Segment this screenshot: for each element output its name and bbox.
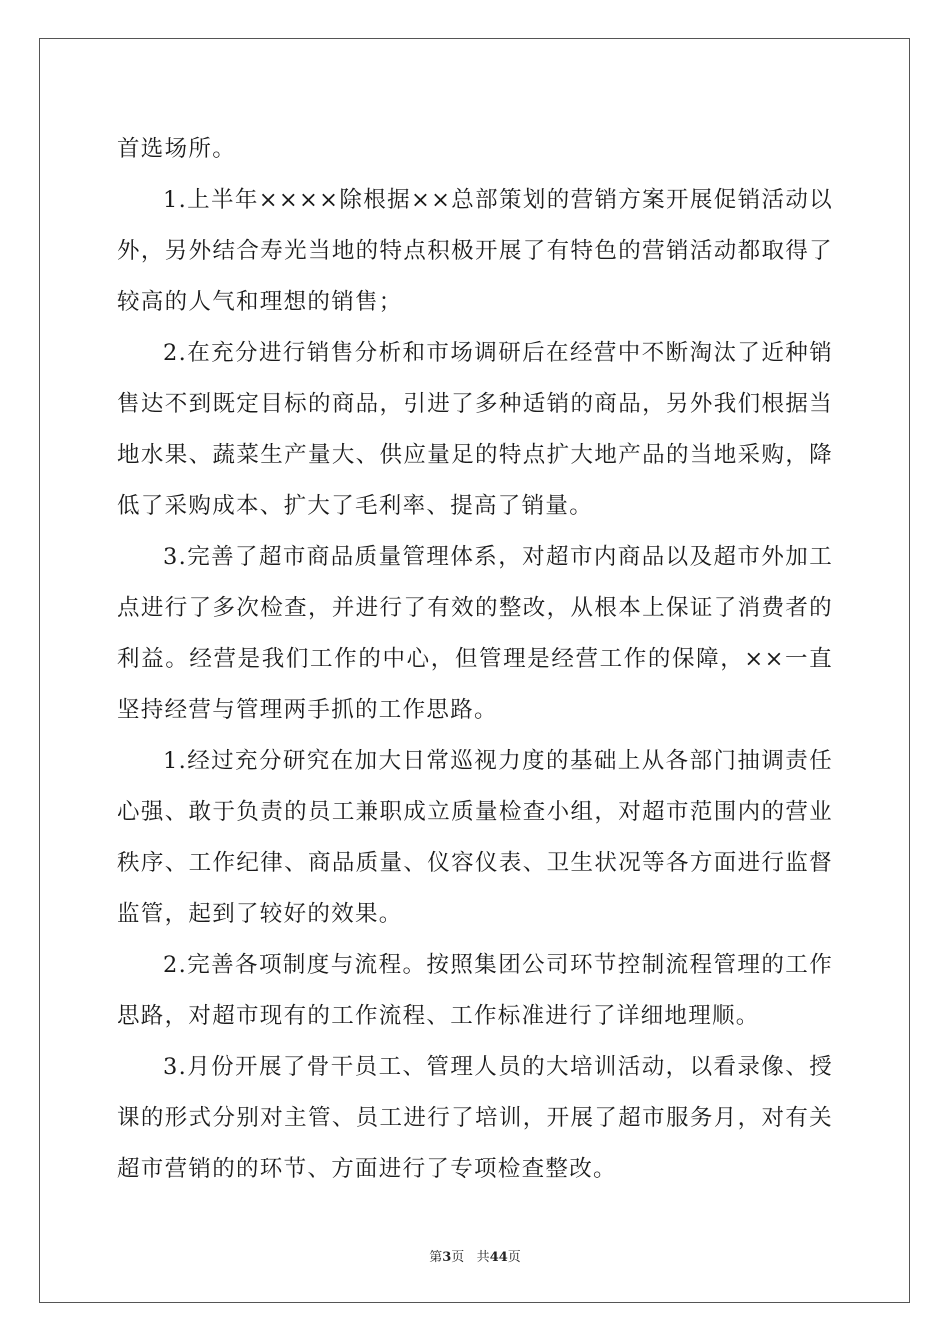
paragraph-2: 1.上半年××××除根据××总部策划的营销方案开展促销活动以外，另外结合寿光当地的特点积极开展了有特色的营销活动都取得了较高的人气和理想的销售； — [117, 187, 833, 315]
paragraph-4: 3.完善了超市商品质量管理体系，对超市内商品以及超市外加工点进行了多次检查，并进行了有效的整改，从根本上保证了消费者的利益。经营是我们工作的中心，但管理是经营工作的保障，××一直坚持经营与管理两手抓的工作思路。 — [117, 544, 833, 723]
footer-page-suffix: 页 — [451, 1250, 465, 1265]
paragraph-7: 3.月份开展了骨干员工、管理人员的大培训活动，以看录像、授课的形式分别对主管、员工进行了培训，开展了超市服务月，对有关超市营销的的环节、方面进行了专项检查整改。 — [117, 1054, 833, 1182]
document-body — [117, 124, 833, 1195]
paragraph-6: 2.完善各项制度与流程。按照集团公司环节控制流程管理的工作思路，对超市现有的工作流程、工作标准进行了详细地理顺。 — [117, 952, 833, 1029]
total-pages-number: 44 — [489, 1250, 508, 1265]
footer-prefix: 第 — [429, 1250, 443, 1265]
current-page-number: 3 — [442, 1250, 452, 1265]
paragraph-5: 1.经过充分研究在加大日常巡视力度的基础上从各部门抽调责任心强、敢于负责的员工兼职成立质量检查小组，对超市范围内的营业秩序、工作纪律、商品质量、仪容仪表、卫生状况等各方面进行监督监管，起到了较好的效果。 — [117, 748, 833, 927]
paragraph-1: 首选场所。 — [117, 136, 237, 162]
page-footer — [0, 1246, 950, 1265]
paragraph-3: 2.在充分进行销售分析和市场调研后在经营中不断淘汰了近种销售达不到既定目标的商品，引进了多种适销的商品，另外我们根据当地水果、蔬菜生产量大、供应量足的特点扩大地产品的当地采购，降低了采购成本、扩大了毛利率、提高了销量。 — [117, 340, 833, 519]
footer-total-suffix: 页 — [507, 1250, 521, 1265]
footer-total-prefix: 共 — [476, 1250, 490, 1265]
